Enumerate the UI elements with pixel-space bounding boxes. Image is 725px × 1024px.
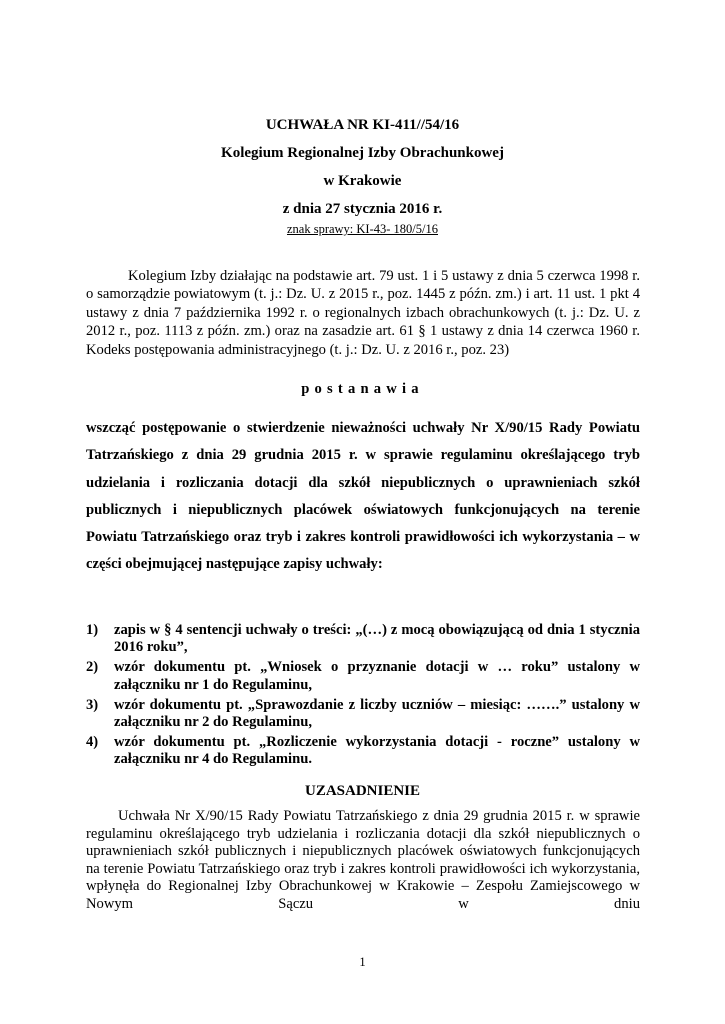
resolution-items-list	[86, 622, 640, 772]
decision-keyword: postanawia	[301, 381, 424, 397]
list-item-text: wzór dokumentu pt. „Sprawozdanie z liczby uczniów – miesiąc: …….” ustalony w załączniku nr 2 do Regulaminu,	[114, 696, 640, 731]
document-date: z dnia 27 stycznia 2016 r.	[282, 201, 443, 217]
document-title: UCHWAŁA NR KI-411//54/16	[265, 117, 460, 133]
issuer-location: w Krakowie	[323, 173, 402, 189]
list-item-number: 3)	[86, 696, 99, 713]
resolution-paragraph: wszcząć postępowanie o stwierdzenie nieważności uchwały Nr X/90/15 Rady Powiatu Tatrzańskiego z dnia 29 grudnia 2015 r. w sprawie regulaminu określającego tryb udzielania i rozliczania dotacji dla szkół niepublicznych o uprawnieniach szkół publicznych i niepublicznych placówek oświatowych funkcjonujących na terenie Powiatu Tatrzańskiego oraz tryb i zakres kontroli prawidłowości ich wykorzystania – w części obejmującej następujące zapisy uchwały:	[86, 420, 640, 573]
list-item	[86, 734, 640, 768]
page-number: 1	[359, 955, 366, 969]
justification-heading: UZASADNIENIE	[304, 783, 421, 799]
list-item	[86, 697, 640, 731]
case-reference: znak sprawy: KI-43- 180/5/16	[286, 222, 438, 236]
list-item	[86, 659, 640, 693]
list-item-number: 2)	[86, 659, 99, 676]
list-item	[86, 622, 640, 656]
list-item-text: wzór dokumentu pt. „Wniosek o przyznanie dotacji w … roku” ustalony w załączniku nr 1 do Regulaminu,	[114, 659, 640, 693]
list-item-text: zapis w § 4 sentencji uchwały o treści: „(…) z mocą obowiązującą od dnia 1 stycznia 2016 roku”,	[114, 622, 640, 656]
justification-paragraph: Uchwała Nr X/90/15 Rady Powiatu Tatrzańskiego z dnia 29 grudnia 2015 r. w sprawie regulaminu określającego tryb udzielania i rozliczania dotacji dla szkół niepublicznych o uprawnieniach szkół publicznych i niepublicznych placówek oświatowych funkcjonujących na terenie Powiatu Tatrzańskiego oraz tryb i zakres kontroli prawidłowości ich wykorzystania, wpłynęła do Regionalnej Izby Obrachunkowej w Krakowie – Zespołu Zamiejscowego w Nowym Sączu w dniu	[86, 808, 640, 912]
list-item-number: 4)	[86, 734, 99, 751]
list-item-text: wzór dokumentu pt. „Rozliczenie wykorzystania dotacji - roczne” ustalony w załączniku nr 4 do Regulaminu.	[114, 734, 640, 768]
intro-paragraph: Kolegium Izby działając na podstawie art. 79 ust. 1 i 5 ustawy z dnia 5 czerwca 1998 r. o samorządzie powiatowym (t. j.: Dz. U. z 2015 r., poz. 1445 z późn. zm.) i art. 11 ust. 1 pkt 4 ustawy z dnia 7 października 1992 r. o regionalnych izbach obrachunkowych (t. j.: Dz. U. z 2012 r., poz. 1113 z późn. zm.) oraz na zasadzie art. 61 § 1 ustawy z dnia 14 czerwca 1960 r. Kodeks postępowania administracyjnego (t. j.: Dz. U. z 2016 r., poz. 23)	[86, 268, 640, 358]
list-item-number: 1)	[86, 622, 99, 638]
issuer-name: Kolegium Regionalnej Izby Obrachunkowej	[221, 145, 504, 161]
